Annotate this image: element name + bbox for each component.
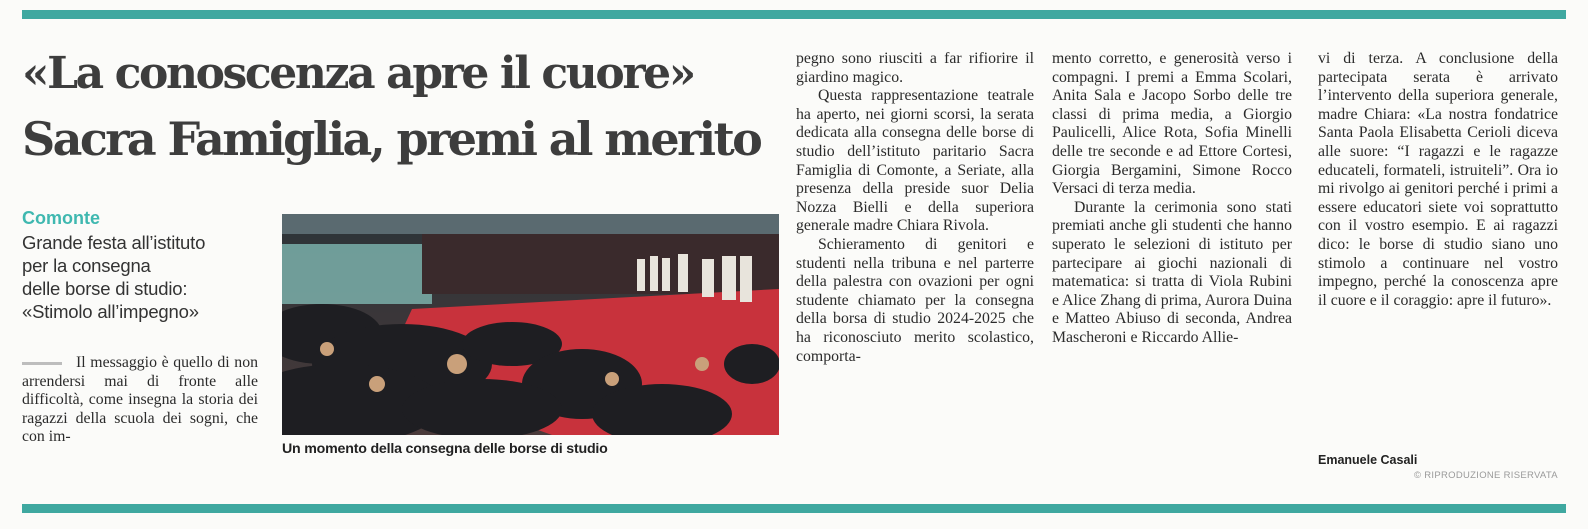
article-paragraph: Schieramento di genitori e studenti nella tribuna e nel parterre della palestra con ovazioni per ogni studente chiamato per la consegna della borsa di studio 2024-2025 che ha riconosciuto merito scolastico, comporta- (796, 235, 1034, 365)
event-photo (282, 214, 779, 435)
article-paragraph: mento corretto, e generosità verso i compagni. I premi a Emma Scolari, Anita Sala e Jacopo Sorbo delle tre classi di prima media, a Giorgio Paulicelli, Alice Rota, Sofia Minelli delle tre seconde e ad Ettore Cortesi, Giorgia Bergamini, Simone Rocco Versaci di terza media. (1052, 50, 1292, 198)
photo-tribune (282, 244, 432, 304)
article-paragraph: Durante la cerimonia sono stati premiati anche gli studenti che hanno superato le selezioni di istituto per partecipare ai giochi nazionali di matematica: si tratta di Viola Rubini e Alice Zhang di prima, Aurora Duina e Matteo Abiuso di seconda, Andrea Mascheroni e Riccardo Allie- (1052, 198, 1292, 346)
article-column-2 (796, 50, 1034, 366)
summary-line: «Stimolo all’impegno» (22, 301, 199, 322)
headline-line-2: Sacra Famiglia, premi al merito (22, 112, 761, 166)
sidebar-summary (22, 208, 272, 323)
photo-caption: Un momento della consegna delle borse di studio (282, 441, 608, 457)
lead-dash (22, 362, 62, 365)
photo-ceiling (282, 214, 779, 234)
article-paragraph: Questa rappresentazione teatrale ha aperto, nei giorni scorsi, la serata dedicata alla consegna delle borse di studio dell’istituto paritario Sacra Famiglia di Comonte, a Seriate, alla presenza della preside suor Delia Nozza Bielli e della superiora generale madre Chiara Rivola. (796, 87, 1034, 235)
summary-line: delle borse di studio: (22, 278, 188, 299)
article-paragraph: pegno sono riusciti a far rifiorire il giardino magico. (796, 50, 1034, 86)
article-column-3 (1052, 50, 1292, 348)
author-signature: Emanuele Casali (1318, 453, 1418, 467)
article-column-1 (22, 354, 258, 447)
bottom-rule (22, 504, 1566, 513)
headline-line-1: «La conoscenza apre il cuore» (22, 48, 694, 99)
article-column-4 (1318, 50, 1558, 310)
summary-line: per la consegna (22, 255, 151, 276)
kicker-location: Comonte (22, 208, 100, 228)
summary-line: Grande festa all’istituto (22, 232, 206, 253)
article-paragraph: Il messaggio è quello di non arrendersi mai di fronte alle difficoltà, come insegna la storia dei ragazzi della scuola dei sogni, che con im- (22, 354, 258, 446)
copyright-notice: © RIPRODUZIONE RISERVATA (1414, 470, 1558, 481)
top-rule (22, 10, 1566, 19)
article-paragraph: vi di terza. A conclusione della partecipata serata è arrivato l’intervento della superiora generale, madre Chiara: «La nostra fondatrice Santa Paola Elisabetta Cerioli diceva alle suore: “I ragazzi e le ragazze educateli, formateli, istruiteli”. Ora io mi rivolgo ai genitori perché i primi a essere educatori siete voi soprattutto con il vostro esempio. E ai ragazzi dico: le borse di studio siano uno stimolo a continuare nel vostro impegno, perché la conoscenza apre il cuore e il coraggio: apre il futuro». (1318, 50, 1558, 309)
